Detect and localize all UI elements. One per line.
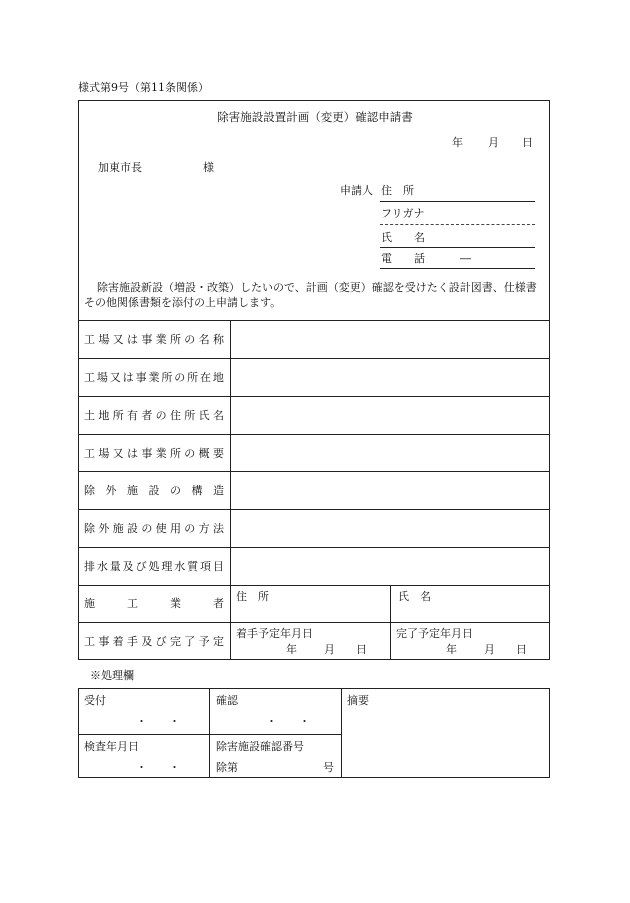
addressee-honorific: 様 bbox=[203, 161, 214, 174]
row-divider bbox=[78, 622, 550, 623]
date-year: 年 bbox=[452, 136, 463, 149]
form-number: 様式第9号（第11条関係） bbox=[78, 81, 209, 94]
row-label-schedule: 工 事 着 手 及 び 完 了 予 定 bbox=[84, 635, 224, 648]
processing-number-label: 除害施設確認番号 bbox=[216, 740, 304, 753]
schedule-start-label: 着手予定年月日 bbox=[236, 627, 313, 640]
row-divider bbox=[78, 396, 550, 397]
processing-inspection-dots: ・ ・ bbox=[136, 761, 180, 774]
contractor-name-label: 氏 名 bbox=[398, 590, 431, 603]
applicant-phone-label: 電 話 bbox=[381, 252, 425, 265]
processing-confirmed-label: 確認 bbox=[216, 694, 238, 707]
date-month: 月 bbox=[488, 136, 499, 149]
processing-heading: ※処理欄 bbox=[90, 669, 134, 682]
applicant-phone-line bbox=[380, 268, 535, 269]
applicant-furigana-label: フリガナ bbox=[381, 207, 425, 220]
statement-line-1: 除害施設新設（増設・改築）したいので、計画（変更）確認を受けたく設計図書、仕様書 bbox=[97, 281, 537, 294]
processing-received-label: 受付 bbox=[84, 694, 106, 707]
processing-row-divider bbox=[78, 734, 341, 735]
row-divider bbox=[78, 471, 550, 472]
form-title: 除害施設設置計画（変更）確認申請書 bbox=[217, 110, 413, 124]
row-divider bbox=[78, 358, 550, 359]
schedule-start-day: 日 bbox=[356, 643, 367, 656]
row-label-contractor: 施 工 業 者 bbox=[84, 597, 224, 610]
schedule-start-month: 月 bbox=[324, 643, 335, 656]
applicant-address-label: 住 所 bbox=[381, 184, 414, 197]
applicant-phone-dash: ― bbox=[460, 252, 471, 265]
statement-line-2: その他関係書類を添付の上申請します。 bbox=[84, 296, 282, 309]
processing-number-prefix: 除第 bbox=[216, 761, 238, 774]
table-top-border bbox=[78, 320, 550, 321]
row-divider bbox=[78, 509, 550, 510]
row-label-factory-name: 工 場 又 は 事 業 所 の 名 称 bbox=[84, 333, 224, 346]
value-column-divider bbox=[390, 585, 391, 660]
applicant-address-line bbox=[380, 201, 535, 202]
processing-number-suffix: 号 bbox=[323, 761, 334, 774]
schedule-start-year: 年 bbox=[286, 643, 297, 656]
row-label-facility-usage: 除 外 施 設 の 使 用 の 方 法 bbox=[84, 522, 224, 535]
row-divider bbox=[78, 547, 550, 548]
row-divider bbox=[78, 434, 550, 435]
applicant-name-label: 氏 名 bbox=[381, 231, 425, 244]
schedule-end-label: 完了予定年月日 bbox=[396, 627, 473, 640]
schedule-end-year: 年 bbox=[446, 643, 457, 656]
date-day: 日 bbox=[522, 136, 533, 149]
row-label-landowner: 土 地 所 有 者 の 住 所 氏 名 bbox=[84, 409, 224, 422]
label-column-divider bbox=[230, 320, 231, 660]
row-divider bbox=[78, 585, 550, 586]
row-label-factory-overview: 工 場 又 は 事 業 所 の 概 要 bbox=[84, 447, 224, 460]
applicant-label: 申請人 bbox=[340, 184, 373, 197]
processing-summary-label: 摘要 bbox=[347, 694, 369, 707]
contractor-address-label: 住 所 bbox=[236, 590, 269, 603]
row-label-factory-location: 工 場 又 は 事 業 所 の 所 在 地 bbox=[84, 371, 224, 384]
processing-confirmed-dots: ・ ・ bbox=[266, 715, 310, 728]
processing-inspection-label: 検査年月日 bbox=[84, 740, 139, 753]
processing-received-dots: ・ ・ bbox=[136, 715, 180, 728]
applicant-furigana-line bbox=[380, 224, 535, 225]
row-label-discharge: 排 水 量 及 び 処 理 水 質 項 目 bbox=[84, 560, 224, 573]
processing-divider-1 bbox=[209, 688, 210, 778]
addressee-name: 加東市長 bbox=[98, 161, 142, 174]
schedule-end-month: 月 bbox=[484, 643, 495, 656]
applicant-name-line bbox=[380, 247, 535, 248]
schedule-end-day: 日 bbox=[516, 643, 527, 656]
processing-divider-2 bbox=[341, 688, 342, 778]
row-label-facility-structure: 除 外 施 設 の 構 造 bbox=[84, 484, 224, 497]
